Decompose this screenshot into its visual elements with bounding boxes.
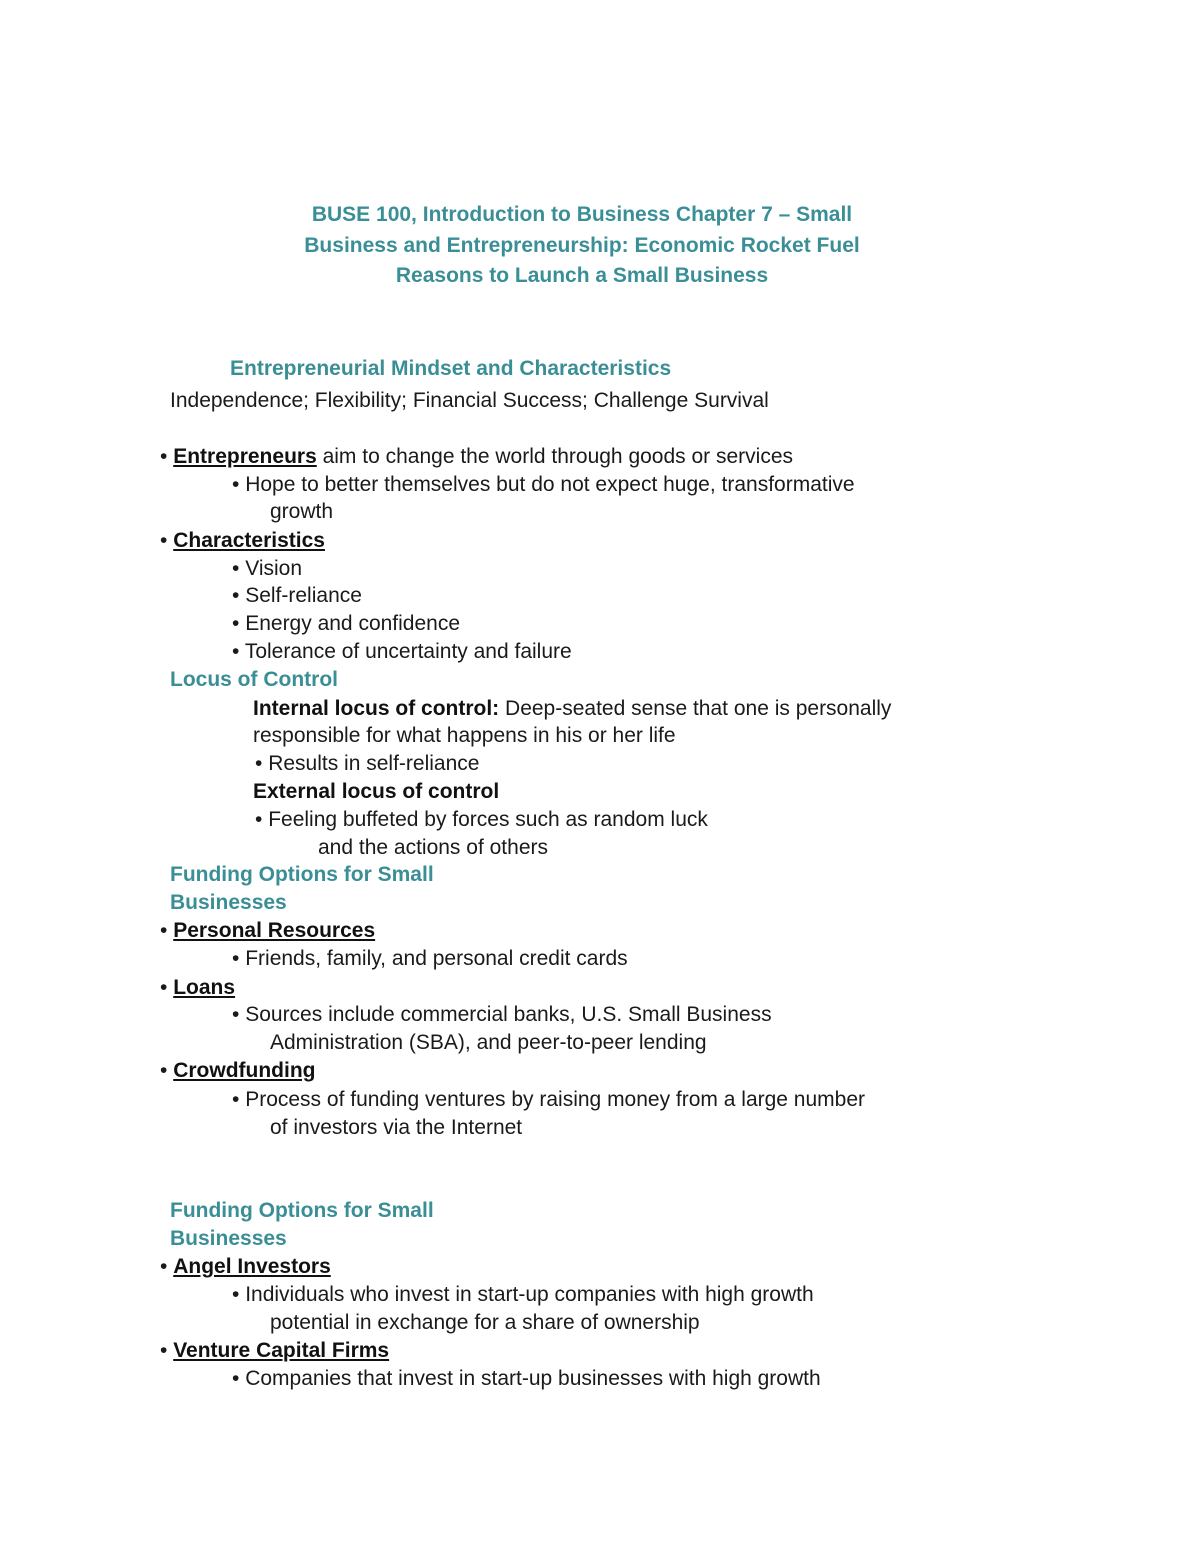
personal-resources-sub <box>232 945 628 973</box>
external-locus-desc <box>255 806 708 834</box>
doc-title-line-2: Business and Entrepreneurship: Economic Rocket Fuel <box>304 234 860 257</box>
personal-resources-bullet <box>160 917 375 945</box>
sub-bullet-icon: • <box>232 947 240 970</box>
angel-investors-term: Angel Investors <box>173 1255 331 1278</box>
funding-heading-1: Funding Options for Small <box>170 863 434 886</box>
mindset-heading: Entrepreneurial Mindset and Characteristics <box>230 357 672 380</box>
bullet-icon: • <box>160 919 168 942</box>
sub-bullet-icon: • <box>232 1367 240 1390</box>
bullet-icon: • <box>160 445 168 468</box>
characteristics-bullet <box>160 527 325 555</box>
venture-capital-bullet <box>160 1337 389 1365</box>
bullet-icon: • <box>160 1059 168 1082</box>
sub-bullet-icon: • <box>255 808 263 831</box>
characteristic-text: Energy and confidence <box>245 612 461 635</box>
funding-heading-1-cont: Businesses <box>170 891 287 914</box>
personal-resources-text: Friends, family, and personal credit cards <box>245 947 628 970</box>
mindset-reasons: Independence; Flexibility; Financial Success; Challenge Survival <box>170 389 769 412</box>
sub-bullet-icon: • <box>232 584 240 607</box>
characteristics-term: Characteristics <box>173 529 325 552</box>
bullet-icon: • <box>160 1339 168 1362</box>
doc-title-line-3: Reasons to Launch a Small Business <box>395 264 769 287</box>
locus-heading: Locus of Control <box>170 668 338 691</box>
crowdfunding-sub <box>232 1086 865 1114</box>
venture-capital-term: Venture Capital Firms <box>173 1339 390 1362</box>
characteristic-text: Vision <box>245 557 303 580</box>
loans-sub <box>232 1001 772 1029</box>
entrepreneurs-sub-text-cont: growth <box>270 500 334 523</box>
crowdfunding-term: Crowdfunding <box>173 1059 316 1082</box>
angel-investors-sub <box>232 1281 814 1309</box>
angel-investors-bullet <box>160 1253 331 1281</box>
characteristic-item <box>232 582 362 610</box>
crowdfunding-text: Process of funding ventures by raising money from a large number <box>245 1088 866 1111</box>
internal-locus-def-cont: responsible for what happens in his or her life <box>253 724 676 747</box>
bullet-icon: • <box>160 1255 168 1278</box>
doc-title-line-1: BUSE 100, Introduction to Business Chapter 7 – Small <box>311 203 853 226</box>
external-locus-term: External locus of control <box>253 780 500 803</box>
entrepreneurs-sub-bullet <box>232 471 855 499</box>
sub-bullet-icon: • <box>232 1088 240 1111</box>
internal-locus-result-text: Results in self-reliance <box>268 752 480 775</box>
entrepreneurs-sub-text: Hope to better themselves but do not expect huge, transformative <box>245 473 855 496</box>
entrepreneurs-text: aim to change the world through goods or services <box>316 445 794 468</box>
internal-locus-def: Deep-seated sense that one is personally <box>499 697 892 720</box>
characteristic-item <box>232 555 302 583</box>
personal-resources-term: Personal Resources <box>173 919 376 942</box>
loans-text-cont: Administration (SBA), and peer-to-peer lending <box>270 1031 707 1054</box>
loans-term: Loans <box>173 976 236 999</box>
internal-locus-result <box>255 750 479 778</box>
venture-capital-text: Companies that invest in start-up businesses with high growth <box>245 1367 821 1390</box>
sub-bullet-icon: • <box>232 557 240 580</box>
venture-capital-sub <box>232 1365 821 1393</box>
internal-locus-term: Internal locus of control: <box>253 697 500 720</box>
entrepreneurs-term: Entrepreneurs <box>173 445 317 468</box>
external-locus-text: Feeling buffeted by forces such as random luck <box>268 808 708 831</box>
angel-investors-text: Individuals who invest in start-up companies with high growth <box>245 1283 814 1306</box>
crowdfunding-bullet <box>160 1057 316 1085</box>
sub-bullet-icon: • <box>232 473 240 496</box>
angel-investors-text-cont: potential in exchange for a share of ownership <box>270 1311 700 1334</box>
characteristic-text: Tolerance of uncertainty and failure <box>244 640 572 663</box>
loans-text: Sources include commercial banks, U.S. Small Business <box>245 1003 772 1026</box>
funding-heading-2-cont: Businesses <box>170 1227 287 1250</box>
loans-bullet <box>160 974 235 1002</box>
sub-bullet-icon: • <box>232 640 240 663</box>
characteristic-text: Self-reliance <box>245 584 362 607</box>
external-locus-text-cont: and the actions of others <box>318 836 548 859</box>
bullet-icon: • <box>160 529 168 552</box>
internal-locus-line <box>253 695 891 723</box>
sub-bullet-icon: • <box>232 612 240 635</box>
funding-heading-2: Funding Options for Small <box>170 1199 434 1222</box>
sub-bullet-icon: • <box>232 1283 240 1306</box>
entrepreneurs-bullet <box>160 443 793 471</box>
bullet-icon: • <box>160 976 168 999</box>
characteristic-item <box>232 638 572 666</box>
crowdfunding-text-cont: of investors via the Internet <box>270 1116 523 1139</box>
sub-bullet-icon: • <box>255 752 263 775</box>
sub-bullet-icon: • <box>232 1003 240 1026</box>
characteristic-item <box>232 610 460 638</box>
